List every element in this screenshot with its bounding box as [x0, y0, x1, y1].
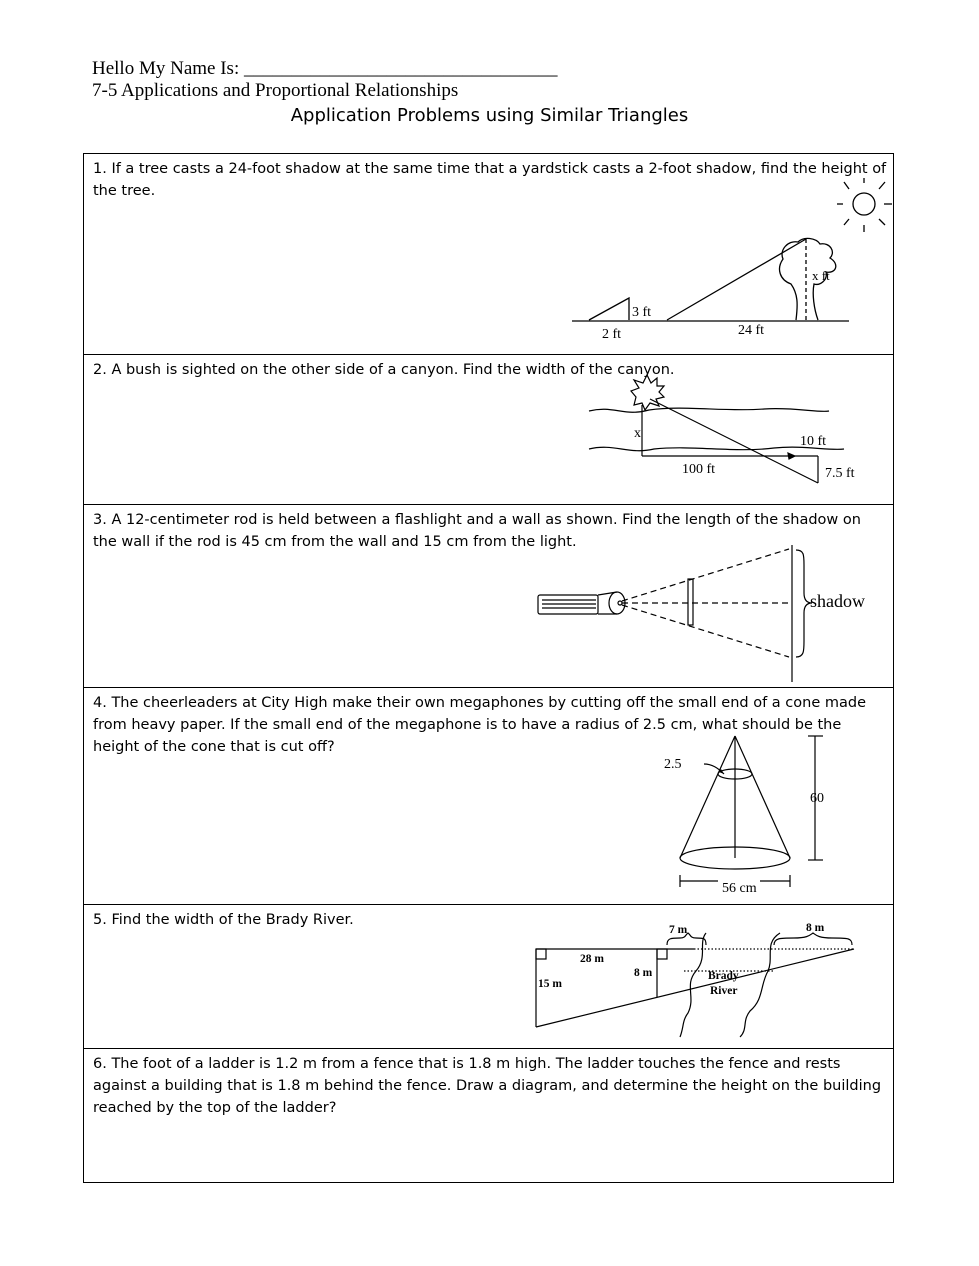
problem-2-text: 2. A bush is sighted on the other side of a canyon. Find the width of the canyon.: [93, 362, 675, 378]
sight-line: [650, 399, 818, 483]
yardstick-triangle: [589, 298, 629, 320]
river-label-line-1: Brady: [708, 970, 739, 982]
problem-1-box: [83, 153, 894, 355]
page-title: Application Problems using Similar Triangles: [290, 105, 689, 126]
problem-5-box: [83, 904, 894, 1049]
river-far-bank: [740, 933, 780, 1037]
right-angle-right: [657, 949, 667, 959]
width-label: x: [634, 426, 641, 441]
base-label: 56 cm: [722, 881, 757, 896]
tree-shadow-label: 24 ft: [738, 323, 765, 338]
river-label-line-2: River: [710, 985, 738, 997]
problem-1-text: 1. If a tree casts a 24-foot shadow at the same time that a yardstick casts a 2-foot shadow, find the height of the tree.: [93, 161, 887, 199]
side-a-label: 10 ft: [800, 434, 827, 449]
problem-3-diagram: [84, 505, 895, 689]
canyon-far-edge: [589, 408, 829, 412]
tree-shadow-ray: [667, 239, 806, 320]
tree-height-label: x ft: [812, 268, 830, 283]
problem-5-diagram: [84, 905, 895, 1050]
problem-4-box: [83, 687, 894, 905]
side-b-label: 7.5 ft: [825, 466, 855, 481]
brace-8m: [774, 933, 852, 945]
small-radius-label: 2.5: [664, 757, 682, 772]
problem-4-diagram: [84, 688, 895, 906]
sun-icon: [837, 178, 892, 232]
problem-2-box: [83, 354, 894, 505]
problem-1-diagram: [84, 154, 895, 356]
height-label: 60: [810, 791, 824, 806]
stick-height-label: 3 ft: [632, 305, 652, 320]
problem-5-text: 5. Find the width of the Brady River.: [93, 912, 354, 928]
problem-4-text: 4. The cheerleaders at City High make their own megaphones by cutting off the small end of a cone made from heavy paper. If the small end of the megaphone is to have a radius of 2.5 cm, what should be the height of the cone that is cut off?: [93, 695, 867, 755]
short-side-label: 8 m: [634, 967, 653, 979]
shadow-label: shadow: [810, 591, 865, 611]
upper-light-ray: [622, 549, 789, 601]
right-angle-left: [536, 949, 546, 959]
top-right-label: 8 m: [806, 922, 825, 934]
intersection-arrow: [788, 453, 795, 459]
bush-icon: [631, 375, 664, 410]
problem-3-text: 3. A 12-centimeter rod is held between a flashlight and a wall as shown. Find the length of the shadow on the wall if the rod is 45 cm from the wall and 15 cm from the light.: [93, 512, 861, 550]
rod: [688, 579, 693, 625]
cone-left-edge: [680, 736, 735, 858]
cone-right-edge: [735, 736, 790, 858]
problem-6-box: [83, 1048, 894, 1183]
lower-light-ray: [622, 605, 789, 657]
flashlight-icon: [538, 592, 625, 614]
stick-shadow-label: 2 ft: [602, 327, 622, 342]
top-left-label: 7 m: [669, 924, 688, 936]
problem-2-diagram: [84, 355, 895, 506]
length-label: 28 m: [580, 953, 604, 965]
problem-3-box: [83, 504, 894, 688]
lesson-subtitle: 7-5 Applications and Proportional Relationships: [92, 80, 459, 101]
long-side-label: 15 m: [538, 978, 562, 990]
name-line: Hello My Name Is: _________________________________: [92, 58, 558, 79]
problem-6-text: 6. The foot of a ladder is 1.2 m from a fence that is 1.8 m high. The ladder touches the fence and rests against a building that is 1.8 m behind the fence. Draw a diagram, and determine the height on the building reached by the top of the ladder?: [93, 1056, 882, 1116]
base-label: 100 ft: [682, 462, 716, 477]
